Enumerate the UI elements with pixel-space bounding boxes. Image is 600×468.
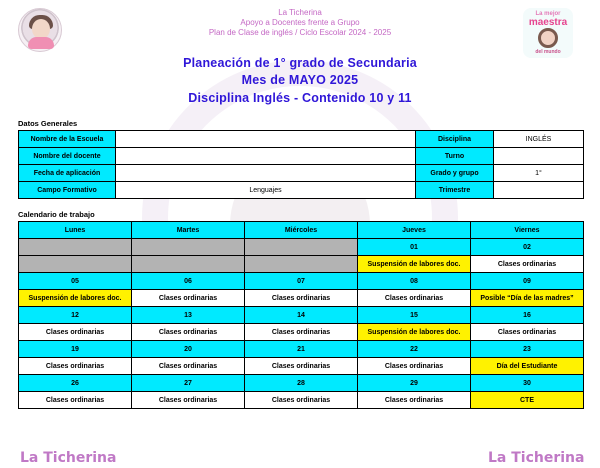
general-row — [19, 165, 584, 182]
date-cell: 02 — [471, 239, 584, 256]
date-cell: 28 — [245, 375, 358, 392]
date-cell: 08 — [358, 273, 471, 290]
calendar-activity-row — [19, 358, 584, 375]
general-value — [494, 148, 584, 165]
calendar-activity-row — [19, 256, 584, 273]
general-data-table — [18, 130, 584, 199]
activity-cell: Clases ordinarias — [132, 290, 245, 307]
general-label: Fecha de aplicación — [19, 165, 116, 182]
date-cell: 20 — [132, 341, 245, 358]
calendar-date-row — [19, 341, 584, 358]
general-row — [19, 182, 584, 199]
date-cell: 26 — [19, 375, 132, 392]
date-cell — [132, 239, 245, 256]
general-label: Nombre de la Escuela — [19, 131, 116, 148]
date-cell: 16 — [471, 307, 584, 324]
activity-cell: Día del Estudiante — [471, 358, 584, 375]
activity-cell: Suspensión de labores doc. — [358, 324, 471, 341]
general-label: Nombre del docente — [19, 148, 116, 165]
date-cell: 06 — [132, 273, 245, 290]
date-cell: 13 — [132, 307, 245, 324]
date-cell — [19, 239, 132, 256]
general-label: Grado y grupo — [416, 165, 494, 182]
general-value — [116, 148, 416, 165]
general-label: Turno — [416, 148, 494, 165]
activity-cell: Clases ordinarias — [245, 358, 358, 375]
activity-cell: Clases ordinarias — [358, 358, 471, 375]
brand-subtitle: Apoyo a Docentes frente a Grupo — [240, 18, 360, 27]
date-cell: 09 — [471, 273, 584, 290]
activity-cell — [132, 256, 245, 273]
activity-cell: Clases ordinarias — [19, 358, 132, 375]
general-value: Lenguajes — [116, 182, 416, 199]
calendar-activity-row — [19, 392, 584, 409]
activity-cell: Clases ordinarias — [245, 392, 358, 409]
date-cell: 05 — [19, 273, 132, 290]
date-cell: 30 — [471, 375, 584, 392]
calendar-date-row — [19, 273, 584, 290]
calendar-date-row — [19, 375, 584, 392]
date-cell: 21 — [245, 341, 358, 358]
date-cell: 15 — [358, 307, 471, 324]
activity-cell: Clases ordinarias — [358, 392, 471, 409]
activity-cell: Posible “Día de las madres” — [471, 290, 584, 307]
day-header: Lunes — [19, 222, 132, 239]
general-row — [19, 148, 584, 165]
footer-brand-left: La Ticherina — [20, 450, 117, 466]
calendar-table — [18, 221, 584, 409]
date-cell: 01 — [358, 239, 471, 256]
page-title: Planeación de 1° grado de Secundaria — [183, 56, 417, 70]
general-label: Campo Formativo — [19, 182, 116, 199]
best-teacher-logo: La mejor maestra del mundo — [523, 8, 573, 58]
activity-cell: Clases ordinarias — [132, 324, 245, 341]
calendar-date-row — [19, 239, 584, 256]
general-value: INGLÉS — [494, 131, 584, 148]
page-discipline: Disciplina Inglés - Contenido 10 y 11 — [188, 91, 412, 105]
activity-cell: Suspensión de labores doc. — [358, 256, 471, 273]
plan-line: Plan de Clase de inglés / Ciclo Escolar 2024 - 2025 — [208, 28, 392, 37]
brand-name: La Ticherina — [278, 8, 322, 17]
page-month: Mes de MAYO 2025 — [241, 73, 359, 87]
general-label: Trimestre — [416, 182, 494, 199]
activity-cell: Clases ordinarias — [245, 290, 358, 307]
date-cell: 19 — [19, 341, 132, 358]
activity-cell — [245, 256, 358, 273]
day-header: Miércoles — [245, 222, 358, 239]
general-value — [116, 131, 416, 148]
activity-cell: Clases ordinarias — [132, 392, 245, 409]
activity-cell — [19, 256, 132, 273]
calendar-activity-row — [19, 324, 584, 341]
general-value — [494, 182, 584, 199]
activity-cell: Clases ordinarias — [132, 358, 245, 375]
date-cell: 14 — [245, 307, 358, 324]
general-value — [116, 165, 416, 182]
activity-cell: Clases ordinarias — [358, 290, 471, 307]
date-cell: 22 — [358, 341, 471, 358]
calendar-activity-row — [19, 290, 584, 307]
general-label: Disciplina — [416, 131, 494, 148]
calendar-section-title: Calendario de trabajo — [18, 210, 95, 219]
activity-cell: Clases ordinarias — [471, 256, 584, 273]
footer-brand-right: La Ticherina — [488, 450, 585, 466]
calendar-date-row — [19, 307, 584, 324]
day-header: Jueves — [358, 222, 471, 239]
general-value: 1° — [494, 165, 584, 182]
day-header: Viernes — [471, 222, 584, 239]
day-header: Martes — [132, 222, 245, 239]
date-cell: 07 — [245, 273, 358, 290]
general-row — [19, 131, 584, 148]
activity-cell: Suspensión de labores doc. — [19, 290, 132, 307]
date-cell — [245, 239, 358, 256]
date-cell: 23 — [471, 341, 584, 358]
activity-cell: Clases ordinarias — [471, 324, 584, 341]
activity-cell: Clases ordinarias — [245, 324, 358, 341]
activity-cell: CTE — [471, 392, 584, 409]
activity-cell: Clases ordinarias — [19, 324, 132, 341]
date-cell: 29 — [358, 375, 471, 392]
date-cell: 12 — [19, 307, 132, 324]
date-cell: 27 — [132, 375, 245, 392]
calendar-header-row — [19, 222, 584, 239]
activity-cell: Clases ordinarias — [19, 392, 132, 409]
general-section-title: Datos Generales — [18, 119, 78, 128]
